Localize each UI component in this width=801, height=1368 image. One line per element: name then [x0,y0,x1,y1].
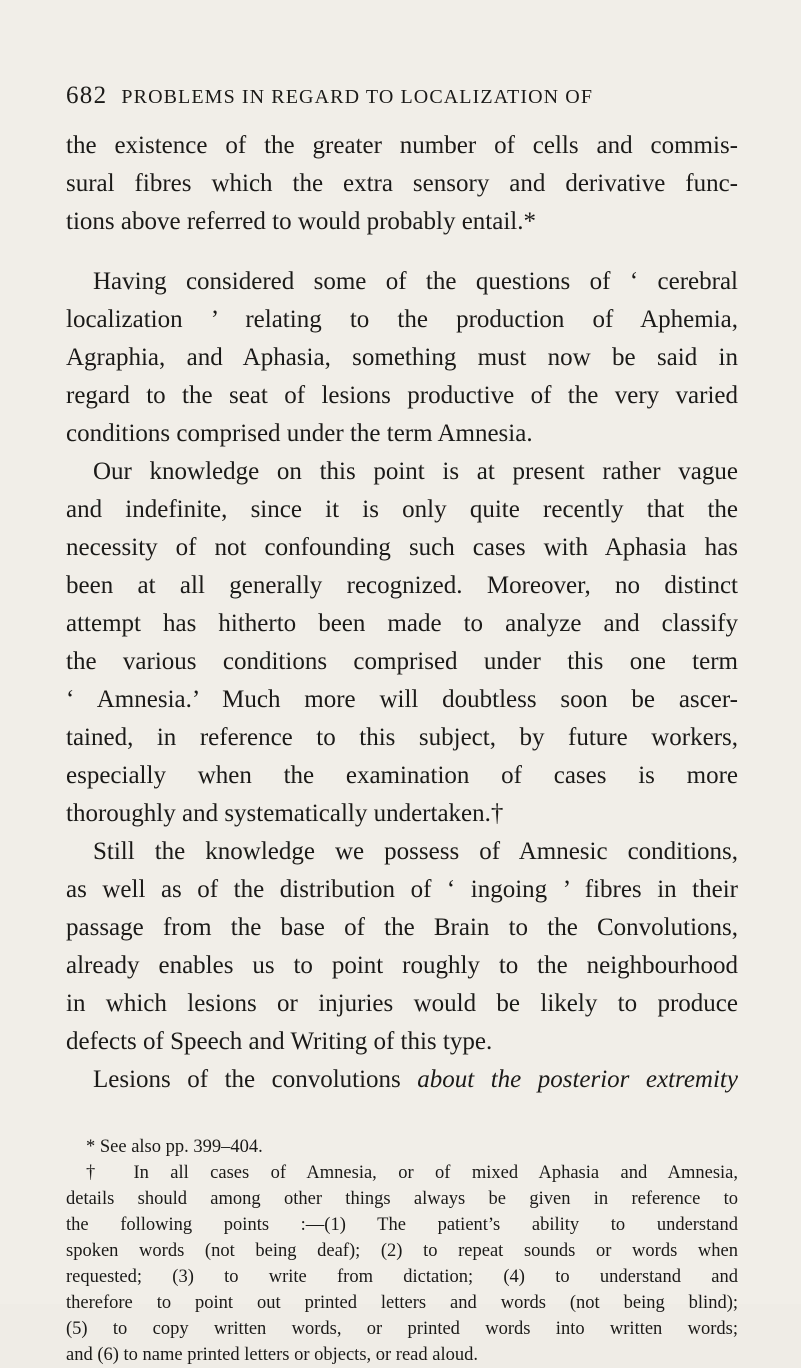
footnote-line: (5) to copy written words, or printed words into written words; [66,1319,738,1339]
page-number: 682 [66,82,108,109]
text-line: already enables us to point roughly to the neighbourhood [66,952,738,979]
text-line: been at all generally recognized. Moreover, no distinct [66,572,738,599]
text-line: Having considered some of the questions of ‘ cerebral [93,268,738,295]
footnote-line: the following points :—(1) The patient’s ability to understand [66,1215,738,1235]
footnote-line: † In all cases of Amnesia, or of mixed Aphasia and Amnesia, [86,1163,738,1183]
text-line: defects of Speech and Writing of this type. [66,1028,493,1055]
text-line: in which lesions or injuries would be likely to produce [66,990,738,1017]
text-line: sural fibres which the extra sensory and derivative func- [66,170,738,197]
text-line: passage from the base of the Brain to the Convolutions, [66,914,738,941]
footnote-line: and (6) to name printed letters or objects, or read aloud. [66,1345,478,1365]
body-text [66,127,738,1099]
text-line: Still the knowledge we possess of Amnesic conditions, [93,838,738,865]
text-line: the various conditions comprised under this one term [66,648,738,675]
text-line: conditions comprised under the term Amnesia. [66,420,533,447]
footnote-line: requested; (3) to write from dictation; (4) to understand and [66,1267,738,1287]
text-run: Lesions of the convolutions [93,1066,418,1093]
text-line: Agraphia, and Aphasia, something must now be said in [66,344,738,371]
text-line: the existence of the greater number of cells and commis- [66,132,738,159]
text-line: as well as of the distribution of ‘ ingoing ’ fibres in their [66,876,738,903]
text-line: tained, in reference to this subject, by future workers, [66,724,738,751]
text-line: Our knowledge on this point is at present rather vague [93,458,738,485]
running-title: PROBLEMS IN REGARD TO LOCALIZATION OF [121,86,594,108]
footnote-1: * See also pp. 399–404. [86,1137,263,1157]
text-line: necessity of not confounding such cases with Aphasia has [66,534,738,561]
text-line: and indefinite, since it is only quite recently that the [66,496,738,523]
footnote-line: details should among other things always be given in reference to [66,1189,738,1209]
text-line: thoroughly and systematically undertaken.† [66,800,504,827]
running-head [66,82,746,110]
footnote-line: spoken words (not being deaf); (2) to repeat sounds or words when [66,1241,738,1261]
text-line: tions above referred to would probably entail.* [66,208,536,235]
text-line [66,1061,738,1099]
text-line: attempt has hitherto been made to analyze and classify [66,610,738,637]
paragraph-gap [66,241,738,263]
italic-phrase: about the posterior extremity [417,1066,738,1093]
text-line: ‘ Amnesia.’ Much more will doubtless soon be ascer- [66,686,738,713]
text-line: regard to the seat of lesions productive of the very varied [66,382,738,409]
footnote-line: therefore to point out printed letters and words (not being blind); [66,1293,738,1313]
text-line: especially when the examination of cases is more [66,762,738,789]
text-line: localization ’ relating to the production of Aphemia, [66,306,738,333]
footnotes [66,1134,738,1368]
